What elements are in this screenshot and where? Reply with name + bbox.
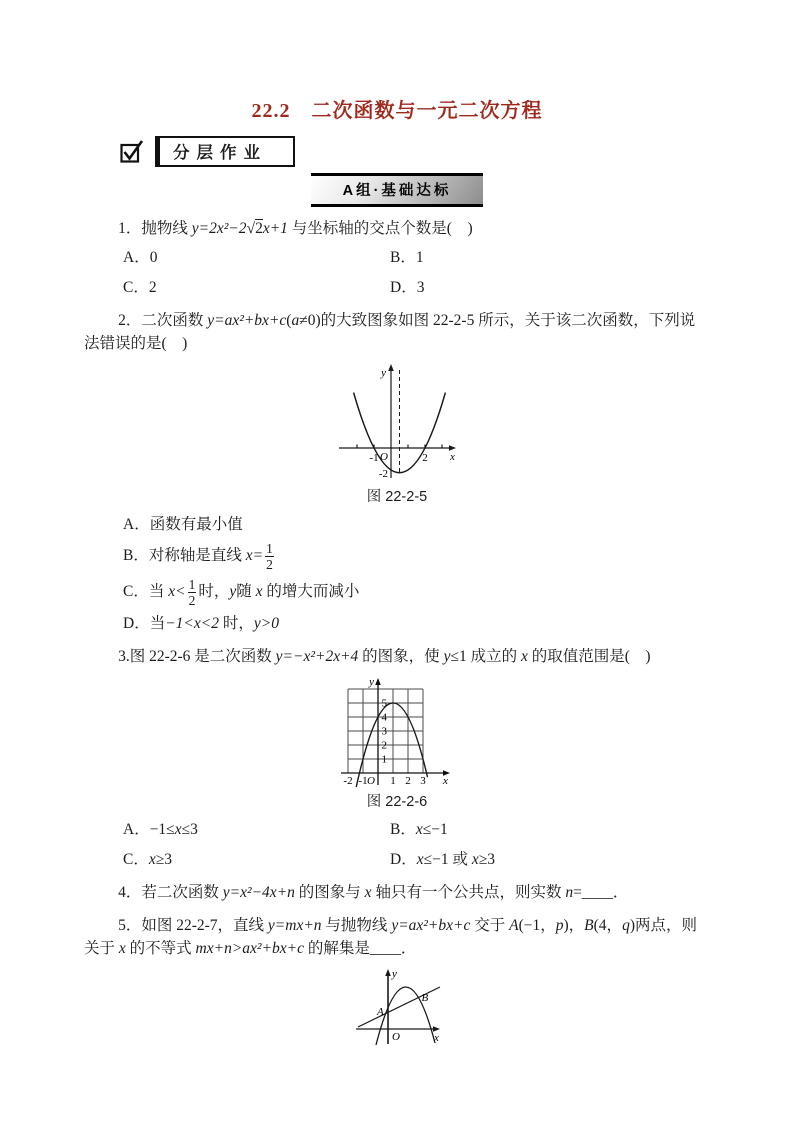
q1-option-a: A．0	[123, 249, 158, 266]
question-3	[84, 645, 710, 668]
q1-option-c: C．2	[123, 279, 157, 296]
q3-option-b-text-1: B．	[390, 821, 416, 839]
y-tick-3: 3	[381, 725, 387, 738]
q3-text-2: 的图象，使	[358, 648, 444, 666]
origin-label: O	[367, 775, 375, 788]
x-tick-2: 2	[422, 452, 428, 464]
q2-option-d-formula-2: y>0	[253, 615, 279, 633]
point-a-label: A	[376, 1006, 384, 1019]
q4-answer-blank: ____	[581, 884, 613, 902]
point-b-label: B	[421, 992, 428, 1005]
q1-option-d: D．3	[390, 279, 425, 296]
q1-option-b: B．1	[390, 249, 424, 266]
q1-sqrt-sign: √	[246, 220, 256, 237]
y-axis-arrow	[385, 969, 391, 976]
q5-line-formula: y=mx+n	[267, 917, 322, 935]
question-4	[84, 881, 710, 904]
x-tick-minus1: -1	[369, 452, 379, 464]
figure-caption-22-2-6: 图 22-2-6	[366, 794, 428, 811]
q3-option-c-text-1: C．	[123, 851, 149, 869]
q2-option-d-formula-1: −1<x<2	[165, 615, 219, 633]
y-tick-minus2: -2	[378, 468, 388, 480]
q2-option-b-text: B．对称轴是直线	[123, 547, 246, 565]
q5-var-q: q	[622, 917, 630, 935]
q5-parabola-formula: y=ax²+bx+c	[391, 917, 471, 935]
fraction-numerator: 1	[188, 577, 196, 593]
q1-sqrt-radicand: 2	[255, 220, 263, 237]
y-axis-label: y	[369, 676, 374, 689]
q5-answer-blank: ____	[369, 940, 401, 958]
q2-text-2: (	[286, 312, 292, 329]
q5-text-3: 交于	[470, 917, 510, 935]
q2-option-b	[123, 541, 710, 572]
q5-var-x: x	[118, 940, 126, 958]
q2-options	[123, 514, 710, 635]
q5-text-5: )，	[563, 917, 585, 935]
q2-formula-1: y=ax²+bx+c	[207, 312, 287, 329]
fraction-one-half	[265, 541, 274, 572]
y-axis-label: y	[381, 367, 386, 379]
y-tick-5: 5	[381, 697, 387, 710]
q2-option-c-var-x: x	[255, 583, 263, 601]
q4-var-n: n	[565, 884, 574, 902]
fraction-numerator: 1	[266, 541, 273, 556]
q5-inequality-formula: mx+n>ax²+bx+c	[195, 940, 304, 958]
q2-option-c-text-3: 随	[236, 583, 256, 601]
q3-option-c-text-2: ≥3	[155, 851, 172, 869]
q3-option-a-text-2: ≤3	[181, 821, 198, 839]
q2-option-c-text-4: 的增大而减小	[262, 583, 360, 601]
q3-option-d-text-1: D．	[390, 851, 417, 869]
q3-option-d-var-1: x	[416, 851, 424, 869]
x-tick-2: 2	[405, 775, 411, 788]
y-axis-arrow	[375, 678, 381, 685]
q5-text-7: )两点，则关于	[84, 917, 697, 958]
x-axis-label: x	[443, 775, 448, 788]
q4-formula: y=x²−4x+n	[222, 884, 295, 902]
q3-options	[123, 819, 710, 871]
x-axis-label: x	[433, 1032, 439, 1045]
parabola-graph-22-2-5	[335, 360, 459, 486]
q3-option-a	[123, 819, 390, 841]
section-header-label: 分层作业	[155, 136, 295, 167]
q2-text-3: ≠0)的大致图象如图 22-2-5 所示，关于该二次函数，下列说法错误的是( )	[84, 312, 696, 352]
y-axis-label: y	[391, 968, 397, 981]
y-tick-4: 4	[381, 711, 387, 724]
group-a-banner: A组·基础达标	[311, 173, 483, 207]
question-1	[84, 217, 710, 240]
q3-option-b	[390, 819, 710, 841]
q3-var-x: x	[520, 648, 528, 666]
q2-option-d-text-2: 时，	[218, 615, 254, 633]
figure-caption-22-2-5: 图 22-2-5	[366, 489, 428, 505]
q4-text-1: 4．若二次函数	[118, 884, 223, 902]
q5-text-10: ．	[400, 940, 417, 958]
q4-text-5: ．	[612, 884, 629, 902]
checkbox-icon	[119, 138, 146, 165]
q2-option-c-var-y: y	[229, 583, 237, 601]
q3-option-d-text-2: ≤−1 或	[423, 851, 472, 869]
q2-option-d	[123, 613, 710, 635]
q5-text-1: 5．如图 22-2-7，直线	[118, 917, 268, 935]
x-tick-minus2: -2	[343, 775, 353, 788]
q3-option-d-var-2: x	[471, 851, 479, 869]
y-tick-1: 1	[381, 753, 387, 766]
q2-option-c	[123, 577, 710, 608]
q1-formula-1: y=2x²−2	[191, 220, 247, 237]
fraction-denominator: 2	[266, 557, 273, 573]
q2-option-d-text-1: D．当	[123, 615, 166, 633]
q2-formula-2: a	[291, 312, 300, 329]
q3-option-d-text-3: ≥3	[478, 851, 495, 869]
q2-option-c-formula: x<	[168, 583, 186, 601]
y-tick-2: 2	[381, 739, 387, 752]
q1-options	[123, 247, 710, 299]
q5-text-2: 与抛物线	[321, 917, 392, 935]
parabola-curve	[354, 393, 446, 473]
q2-option-a: A．函数有最小值	[123, 516, 243, 533]
x-tick-minus1: -1	[358, 775, 368, 788]
q1-text-2: 与坐标轴的交点个数是( )	[287, 220, 473, 237]
x-tick-3: 3	[420, 775, 426, 788]
q3-option-c-var: x	[148, 851, 156, 869]
q5-var-p: p	[555, 917, 564, 935]
q3-option-a-text-1: A．−1≤	[123, 821, 175, 839]
q2-option-c-text-1: C．当	[123, 583, 169, 601]
parabola-grid-graph-22-2-6	[338, 673, 456, 791]
q3-option-d	[390, 849, 710, 871]
q2-text-1: 2．二次函数	[118, 312, 208, 329]
q3-var-y: y	[443, 648, 451, 666]
figure-22-2-6	[0, 673, 794, 791]
origin-label: O	[391, 1031, 400, 1044]
q4-var-x: x	[364, 884, 372, 902]
figure-22-2-7	[0, 965, 794, 1045]
line-parabola-graph-22-2-7	[350, 965, 445, 1045]
q1-text-1: 1．抛物线	[118, 220, 192, 237]
fraction-one-half	[188, 577, 197, 608]
x-axis-arrow	[449, 445, 456, 451]
q3-option-a-var: x	[174, 821, 182, 839]
x-axis-label: x	[450, 451, 455, 463]
figure-22-2-5	[0, 360, 794, 486]
q5-text-8: 的不等式	[125, 940, 196, 958]
q3-option-c	[123, 849, 390, 871]
x-axis-arrow	[433, 1027, 440, 1033]
fraction-denominator: 2	[188, 593, 196, 609]
q5-point-b: B	[584, 917, 594, 935]
q3-text-3: ≤1 成立的	[450, 648, 521, 666]
question-2	[84, 309, 710, 355]
q3-text-1: 3.图 22-2-6 是二次函数	[118, 648, 276, 666]
banner-row	[0, 173, 794, 207]
q3-text-4: 的取值范围是( )	[527, 648, 651, 666]
q4-text-4: =	[573, 884, 582, 902]
question-5	[84, 914, 710, 960]
q4-text-3: 轴只有一个公共点，则实数	[371, 884, 566, 902]
q5-text-4: (−1，	[518, 917, 556, 935]
x-tick-1: 1	[390, 775, 396, 788]
q5-point-a: A	[509, 917, 519, 935]
q5-text-9: 的解集是	[304, 940, 370, 958]
page-title: 22.2 二次函数与一元二次方程	[251, 100, 543, 122]
q5-text-6: (4，	[593, 917, 623, 935]
q2-option-b-formula: x=	[245, 547, 264, 565]
q3-option-b-var: x	[415, 821, 423, 839]
q4-text-2: 的图象与	[294, 884, 365, 902]
q3-formula: y=−x²+2x+4	[275, 648, 359, 666]
q2-option-c-text-2: 时，	[198, 583, 230, 601]
section-header	[119, 136, 794, 166]
y-axis-arrow	[388, 364, 394, 371]
origin-label: O	[380, 451, 388, 463]
q1-formula-2: x+1	[262, 220, 288, 237]
q3-option-b-text-2: ≤−1	[422, 821, 448, 839]
